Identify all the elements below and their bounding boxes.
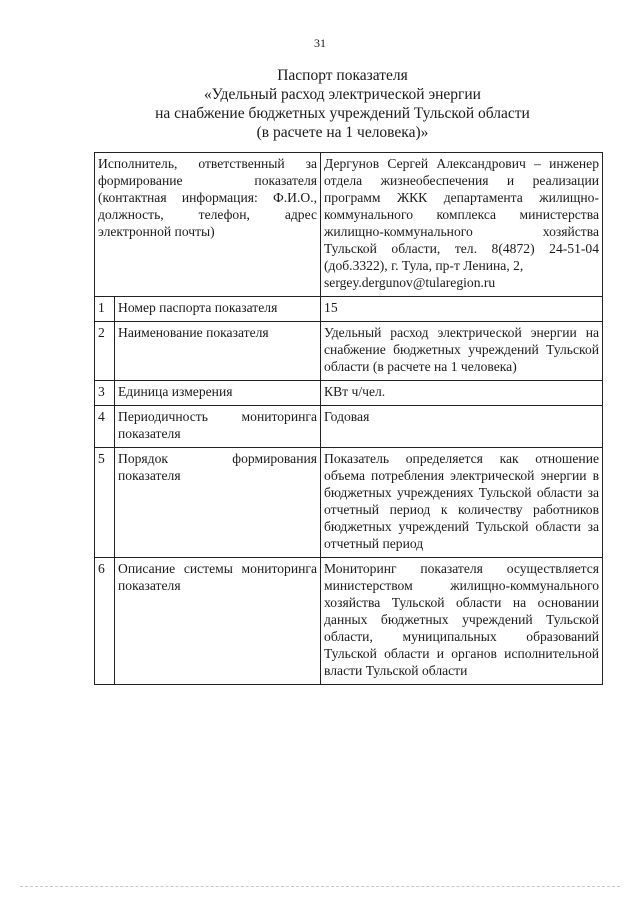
page-number: 31 [314,36,326,50]
row-value: Удельный расход электрической энергии на снабжение бюджетных учреждений Тульской области (в расчете на 1 человека) [321,322,603,381]
table-row [95,448,603,558]
executor-line: жилищно-коммунального хозяйства [324,224,600,239]
title-line-4: (в расчете на 1 человека)» [256,124,429,141]
table-row [95,297,603,322]
row-value: 15 [321,297,603,322]
document-title [60,66,625,142]
row-value: Мониторинг показателя осуществляется министерством жилищно-коммунального хозяйства Тульской области на основании данных бюджетных учреждений Тульской области, муниципальных образований Тульской области и органов исполнительной власти Тульской области [321,558,603,685]
row-number: 5 [95,448,115,558]
executor-line: Дергунов Сергей Александрович – инженер [324,156,600,171]
row-number: 6 [95,558,115,685]
title-line-2: «Удельный расход электрической энергии [204,86,481,103]
row-value: Показатель определяется как отношение объема потребления электрической энергии в бюджетных учреждениях Тульской области за отчетный период к количеству работников бюджетных учреждений Тульской области за отчетный период [321,448,603,558]
executor-label: Исполнитель, ответственный за формирование показателя (контактная информация: Ф.И.О., должность, телефон, адрес электронной почты) [95,153,321,297]
row-value: Годовая [321,406,603,448]
executor-line: программ ЖКК департамента жилищно- [324,190,600,205]
row-label: Единица измерения [115,381,321,406]
executor-line: коммунального комплекса министерства [324,207,600,222]
executor-line: Тульской области, тел. 8(4872) 24-51-04 [324,241,600,256]
table-row [95,558,603,685]
passport-table [94,152,603,685]
table-row [95,322,603,381]
row-value: КВт ч/чел. [321,381,603,406]
row-number: 2 [95,322,115,381]
row-number: 1 [95,297,115,322]
row-label: Описание системы мониторинга показателя [115,558,321,685]
row-label: Порядок формирования показателя [115,448,321,558]
title-line-1: Паспорт показателя [277,67,408,84]
title-line-3: на снабжение бюджетных учреждений Тульской области [155,105,530,122]
executor-value [321,153,603,297]
scan-edge-divider [20,886,620,889]
row-label: Периодичность мониторинга показателя [115,406,321,448]
executor-line: отдела жизнеобеспечения и реализации [324,173,600,188]
row-number: 4 [95,406,115,448]
executor-email: sergey.dergunov@tularegion.ru [324,275,496,290]
table-row [95,406,603,448]
executor-line: (доб.3322), г. Тула, пр-т Ленина, 2, [324,258,524,273]
row-label: Наименование показателя [115,322,321,381]
row-number: 3 [95,381,115,406]
executor-row [95,153,603,297]
table-row [95,381,603,406]
row-label: Номер паспорта показателя [115,297,321,322]
